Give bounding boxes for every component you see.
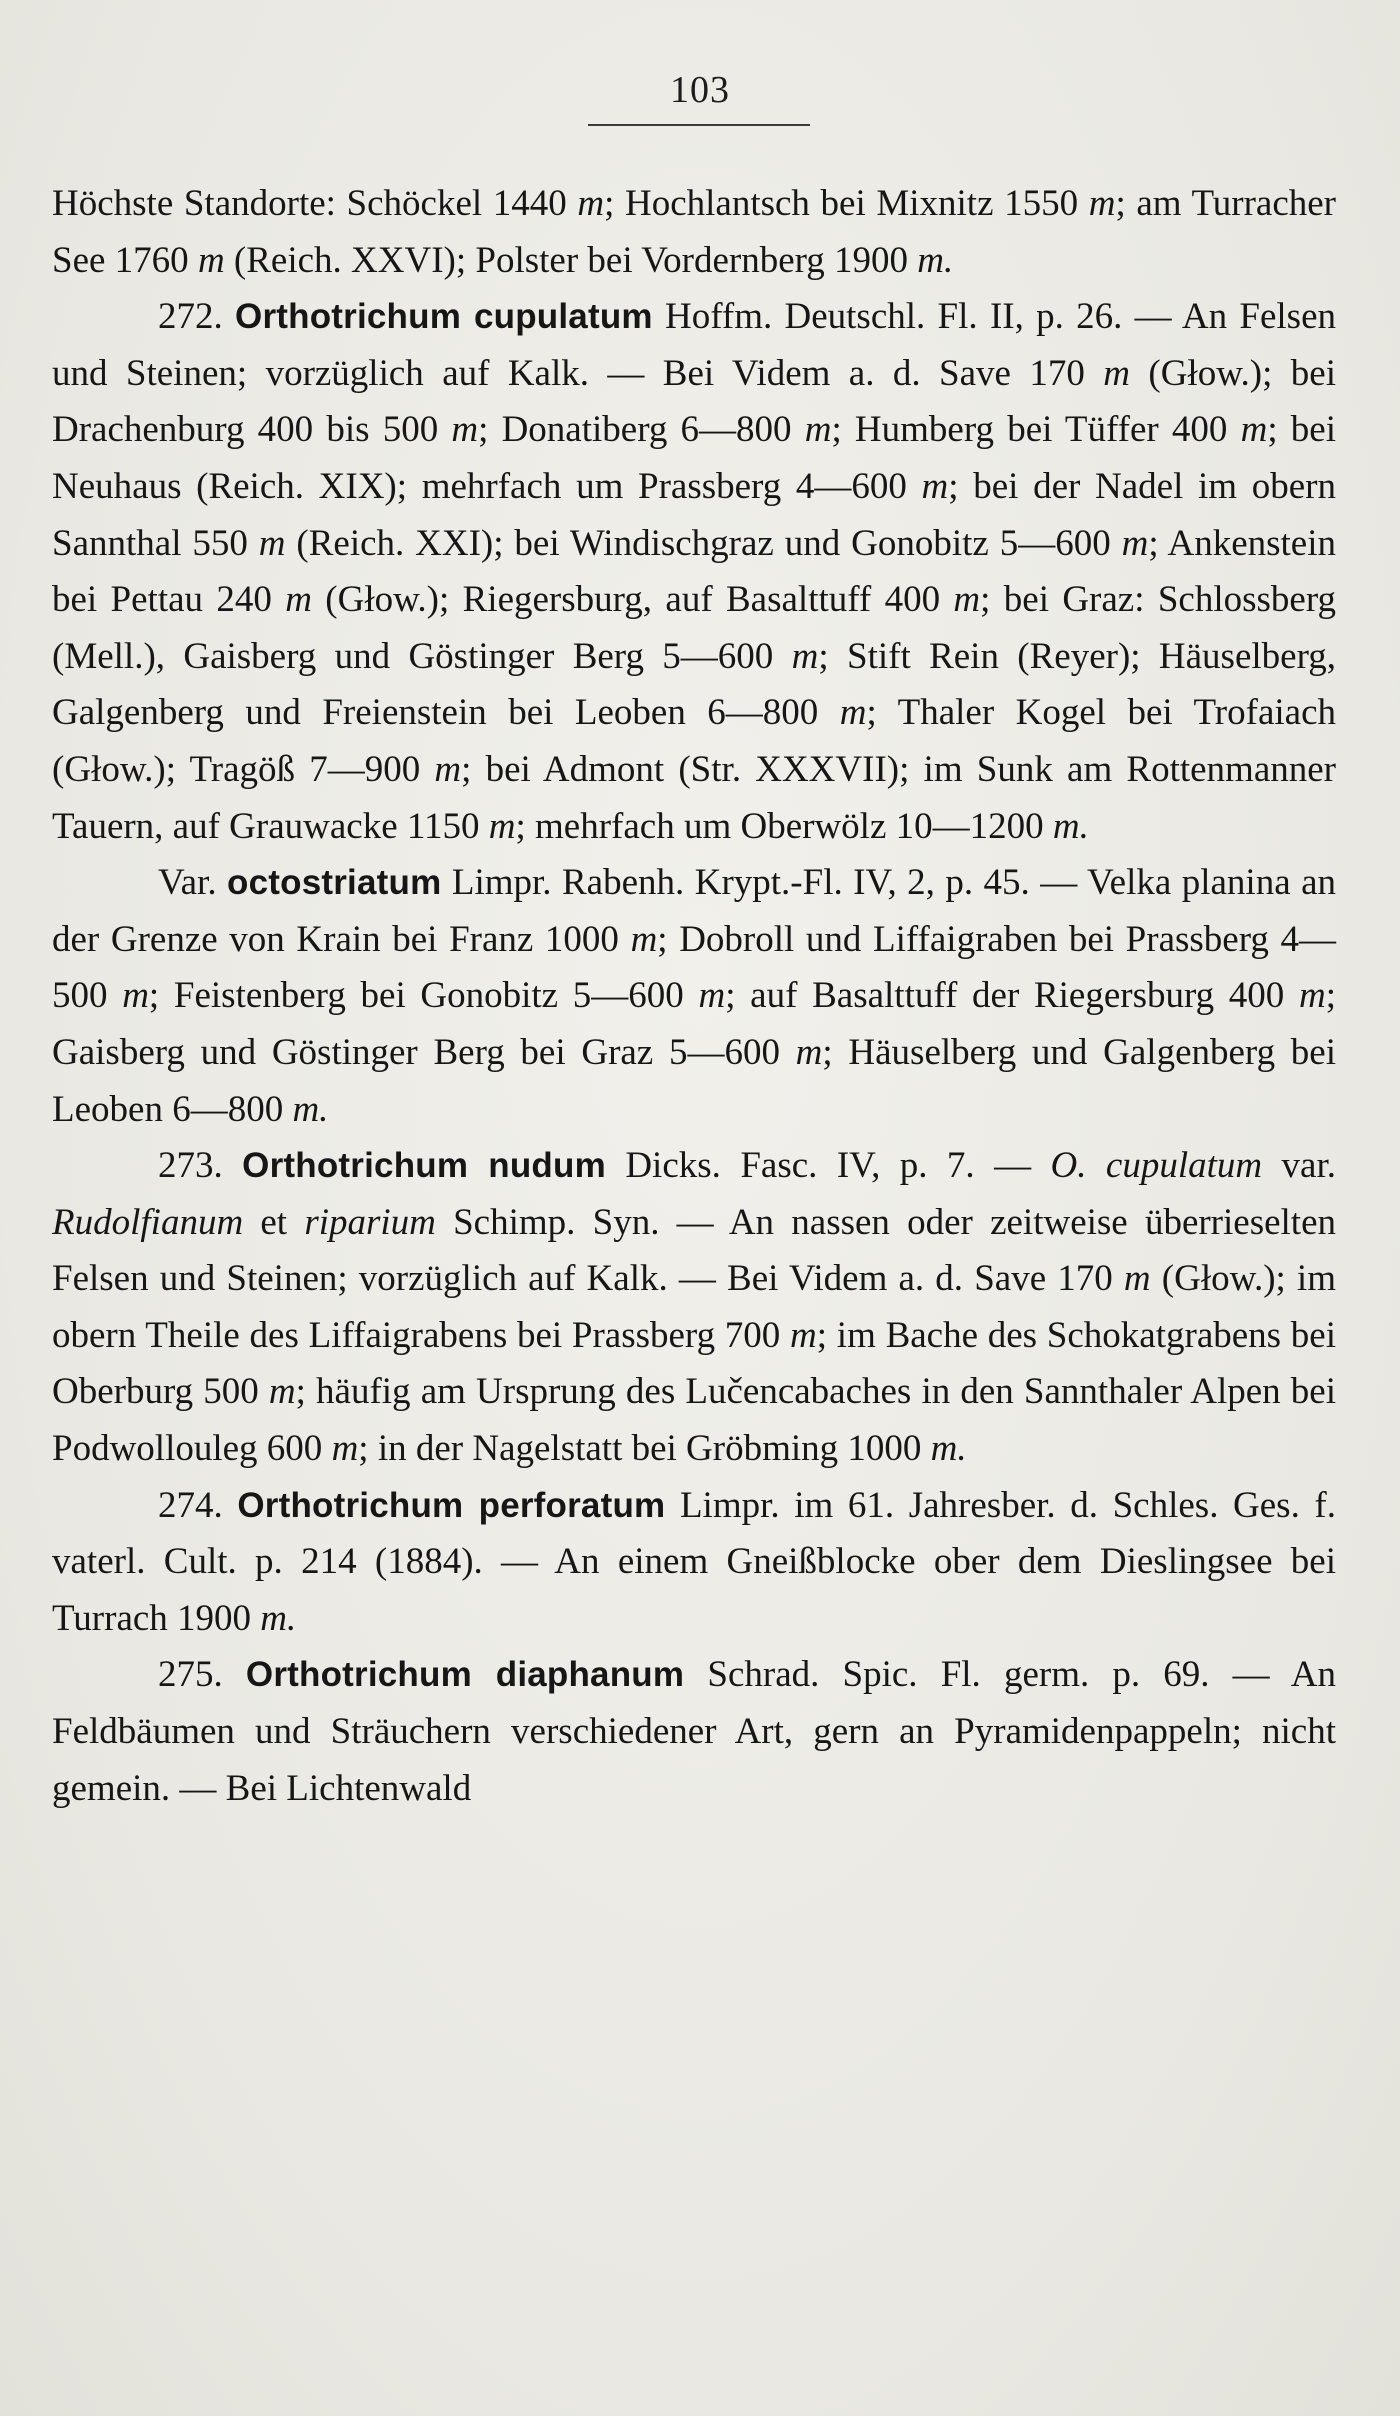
italic-text: m [577, 183, 605, 224]
italic-text: O. cupulatum [1050, 1145, 1263, 1187]
italic-text: m [921, 465, 949, 507]
italic-text: m [839, 692, 867, 734]
italic-text: m [197, 239, 225, 281]
italic-text: m [1240, 409, 1268, 451]
italic-text: m [1123, 1258, 1151, 1300]
page-number: 103 [670, 69, 730, 111]
italic-text: m [1299, 975, 1326, 1017]
italic-text: m [331, 1428, 359, 1470]
italic-text: m [258, 522, 286, 564]
italic-text: m. [260, 1597, 297, 1639]
italic-text: m [1088, 183, 1116, 224]
entry-272-orthotrichum-cupulatum: 272. Orthotrichum cupulatum Hoffm. Deutschl. Fl. II, p. 26. — An Felsen und Steinen; vorzüglich auf Kalk. — Bei Videm a. d. Save 170 m (Głow.); bei Drachenburg 400 bis 500 m; Donatiberg 6—800 m; Humberg bei Tüffer 400 m; bei Neuhaus (Reich. XIX); mehrfach um Prassberg 4—600 m; bei der Nadel im obern Sannthal 550 m (Reich. XXI); bei Windischgraz und Gonobitz 5—600 m; Ankenstein bei Pettau 240 m (Głow.); Riegersburg, auf Basalttuff 400 m; bei Graz: Schlossberg (Mell.), Gaisberg und Göstinger Berg 5—600 m; Stift Rein (Reyer); Häuselberg, Galgenberg und Freienstein bei Leoben 6—800 m; Thaler Kogel bei Trofaiach (Głow.); Tragöß 7—900 m; bei Admont (Str. XXXVII); im Sunk am Rottenmanner Tauern, auf Grauwacke 1150 m; mehrfach um Oberwölz 10—1200 m. [52, 296, 1337, 847]
italic-text: m [791, 635, 819, 677]
italic-text: m [953, 579, 981, 621]
italic-text: m [630, 918, 658, 960]
entry-var-octostriatum: Var. octostriatum Limpr. Rabenh. Krypt.-Fl. IV, 2, p. 45. — Velka planina an der Grenze von Krain bei Franz 1000 m; Dobroll und Liffaigraben bei Prassberg 4—500 m; Feistenberg bei Gonobitz 5—600 m; auf Basalttuff der Riegersburg 400 m; Gaisberg und Göstinger Berg bei Graz 5—600 m; Häuselberg und Galgenberg bei Leoben 6—800 m. [52, 862, 1337, 1130]
italic-text: m. [930, 1428, 967, 1470]
italic-text: m [790, 1314, 817, 1356]
italic-text: riparium [304, 1201, 436, 1243]
entry-273-orthotrichum-nudum: 273. Orthotrichum nudum Dicks. Fasc. IV, p. 7. — O. cupulatum var. Rudolfianum et riparium Schimp. Syn. — An nassen oder zeitweise überrieselten Felsen und Steinen; vorzüglich auf Kalk. — Bei Videm a. d. Save 170 m (Głow.); im obern Theile des Liffaigrabens bei Prassberg 700 m; im Bache des Schokatgrabens bei Oberburg 500 m; häufig am Ursprung des Lučencabaches in den Sannthaler Alpen bei Podwollouleg 600 m; in der Nagelstatt bei Gröbming 1000 m. [52, 1145, 1337, 1470]
species-name: Orthotrichum cupulatum [235, 297, 653, 337]
italic-text: m. [917, 239, 954, 281]
body-text [52, 176, 1336, 1817]
italic-text: m [451, 409, 479, 451]
italic-text: m [434, 748, 462, 790]
italic-text: Rudolfianum [52, 1201, 244, 1243]
species-name: Orthotrichum perforatum [237, 1485, 666, 1525]
italic-text: m [804, 409, 832, 451]
italic-text: m. [1052, 805, 1089, 847]
entry-274-orthotrichum-perforatum: 274. Orthotrichum perforatum Limpr. im 61. Jahresber. d. Schles. Ges. f. vaterl. Cult. p. 214 (1884). — An einem Gneißblocke ober dem Dieslingsee bei Turrach 1900 m. [52, 1484, 1336, 1639]
species-name: Orthotrichum diaphanum [245, 1655, 685, 1695]
species-name: Orthotrichum nudum [242, 1146, 606, 1186]
italic-text: m. [292, 1088, 329, 1130]
italic-text: m [1103, 352, 1130, 394]
italic-text: m [698, 975, 726, 1017]
header-rule [588, 124, 810, 126]
paragraph-continuation: Höchste Standorte: Schöckel 1440 m; Hochlantsch bei Mixnitz 1550 m; am Turracher See 1760 m (Reich. XXVI); Polster bei Vordernberg 1900 m. [52, 183, 1337, 281]
italic-text: m [122, 975, 149, 1017]
species-name: octostriatum [227, 863, 442, 903]
italic-text: m [1121, 522, 1149, 564]
italic-text: m [795, 1031, 823, 1073]
italic-text: m [488, 805, 516, 847]
italic-text: m [285, 579, 312, 621]
entry-275-orthotrichum-diaphanum: 275. Orthotrichum diaphanum Schrad. Spic. Fl. germ. p. 69. — An Feldbäumen und Sträuchern verschiedener Art, gern an Pyramidenpappeln; nicht gemein. — Bei Lichtenwald [52, 1654, 1337, 1809]
italic-text: m [268, 1371, 296, 1413]
